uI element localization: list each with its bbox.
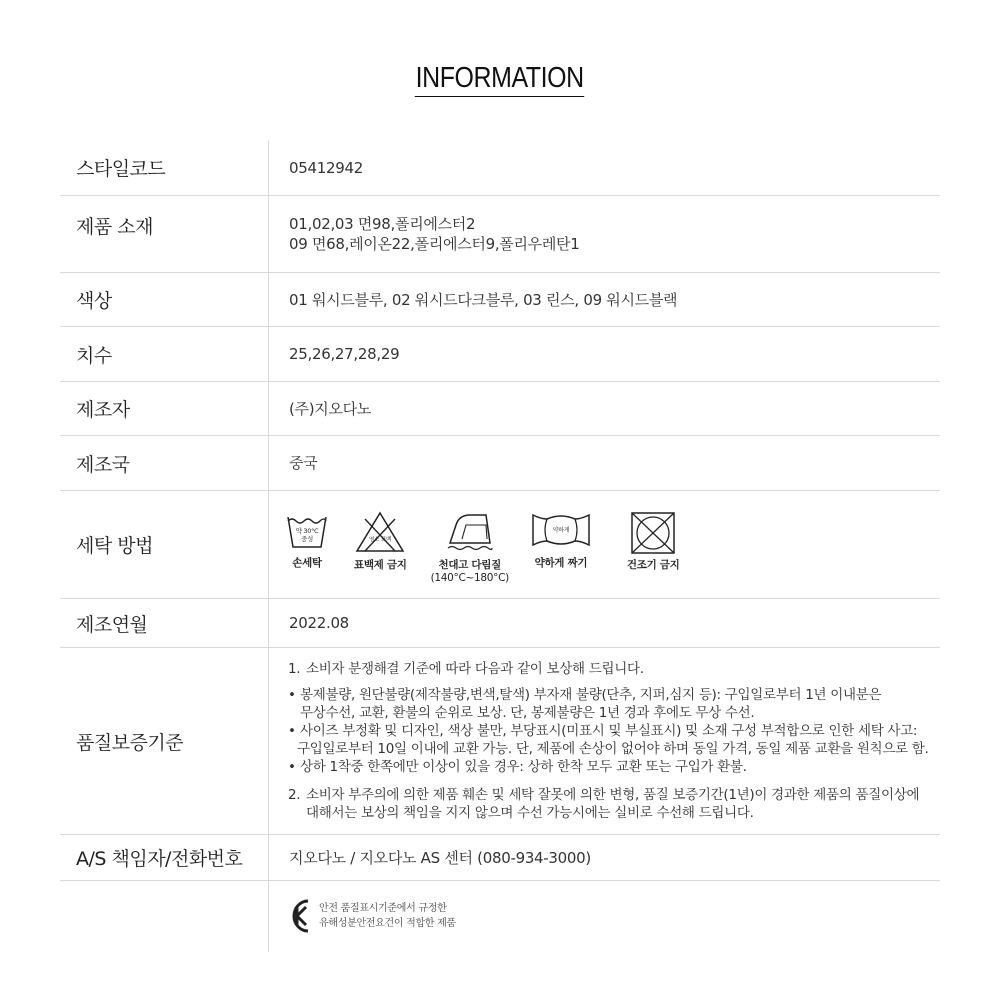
quality-list xyxy=(288,660,940,822)
row-style-code xyxy=(60,140,940,196)
row-value xyxy=(289,196,940,272)
row-label: 스타일코드 xyxy=(76,158,166,180)
row-value xyxy=(289,382,940,435)
kc-mark xyxy=(289,897,940,935)
row-value xyxy=(289,599,940,647)
row-washing xyxy=(60,491,940,599)
quality-item-text: 소비자 분쟁해결 기준에 따라 다음과 같이 보상해 드립니다. xyxy=(306,661,644,677)
quality-bullet-text: 무상수선, 교환, 환불의 순위로 보상. 단, 봉제불량은 1년 경과 후에도 무상 수선. xyxy=(300,705,755,721)
quality-item-number: 2. xyxy=(288,787,301,803)
row-value xyxy=(288,648,940,834)
hand-wash-caption: 손세탁 xyxy=(292,557,322,569)
kc-text-line-2: 유해성분안전요건이 적합한 제품 xyxy=(319,918,456,929)
as-value: 지오다노 / 지오다노 AS 센터 (080-934-3000) xyxy=(289,848,591,867)
manufacturer-value: (주)지오다노 xyxy=(289,399,372,418)
row-label: 제조자 xyxy=(76,399,130,421)
care-icons xyxy=(286,511,940,585)
material-line-1: 01,02,03 면98,폴리에스터2 xyxy=(289,215,476,233)
kc-certification-icon xyxy=(289,897,315,935)
care-icon-no-tumble-dry xyxy=(627,511,680,572)
material-line-2: 09 면68,레이온22,폴리에스터9,폴리우레탄1 xyxy=(289,235,580,253)
iron-caption-temp: (140°C~180°C) xyxy=(430,572,509,584)
quality-bullet-text: 사이즈 부정확 및 디자인, 색상 불만, 부당표시(미표시 및 부실표시) 및 소재 구성 부적합으로 인한 세탁 사고: xyxy=(300,723,918,739)
color-value: 01 워시드블루, 02 워시드다크블루, 03 린스, 09 워시드블랙 xyxy=(289,290,678,309)
row-label: 제품 소재 xyxy=(76,216,153,238)
quality-item-2 xyxy=(288,786,940,822)
care-icon-iron xyxy=(431,511,509,585)
hand-wash-icon xyxy=(286,511,328,551)
row-value xyxy=(289,835,940,880)
quality-bullet-text: 구입일로부터 10일 이내에 교환 가능. 단, 제품에 손상이 없어야 하며 동일 가격, 동일 제품 교환을 원칙으로 함. xyxy=(297,741,929,757)
row-label: 색상 xyxy=(76,290,112,312)
wring-caption: 약하게 짜기 xyxy=(534,557,588,569)
wring-icon xyxy=(531,511,591,549)
quality-bullet-1 xyxy=(288,686,940,722)
info-table xyxy=(60,140,940,951)
row-value xyxy=(286,491,940,598)
row-label: 품질보증기준 xyxy=(76,731,184,754)
row-as xyxy=(60,835,940,881)
bullet-mark: • xyxy=(288,687,296,703)
quality-bullet-text: 상하 1착중 한쪽에만 이상이 있을 경우: 상하 한착 모두 교환 또는 구입가 환불. xyxy=(300,759,747,775)
size-value: 25,26,27,28,29 xyxy=(289,345,400,363)
bullet-mark: • xyxy=(288,759,296,775)
care-icon-no-bleach xyxy=(354,511,407,572)
row-material xyxy=(60,196,940,273)
row-size xyxy=(60,327,940,382)
row-label: 치수 xyxy=(76,344,112,367)
no-bleach-right-text: 표백 xyxy=(381,537,392,543)
no-bleach-icon xyxy=(355,511,405,553)
row-label: 세탁 방법 xyxy=(76,535,153,557)
row-value xyxy=(289,327,940,381)
row-label: 제조연월 xyxy=(76,613,148,636)
quality-item-number: 1. xyxy=(288,661,301,677)
row-label: 제조국 xyxy=(76,453,130,476)
hand-wash-detergent: 중성 xyxy=(301,535,313,543)
date-value: 2022.08 xyxy=(289,614,349,632)
no-bleach-left-text: 염소 xyxy=(369,537,380,543)
kc-text xyxy=(319,901,456,931)
quality-item-text: 대해서는 보상의 책임을 지지 않으며 수선 가능시에는 실비로 수선해 드립니다. xyxy=(306,805,754,821)
iron-icon xyxy=(446,511,494,553)
kc-text-line-1: 안전 품질표시기준에서 규정한 xyxy=(319,903,447,914)
page-title-wrap xyxy=(0,62,1000,97)
row-color xyxy=(60,273,940,327)
row-country xyxy=(60,436,940,491)
care-icon-hand-wash xyxy=(286,511,328,570)
no-bleach-caption: 표백제 금지 xyxy=(354,559,407,571)
row-kc xyxy=(60,881,940,951)
country-value: 중국 xyxy=(289,454,318,472)
row-value xyxy=(289,881,940,951)
row-value xyxy=(289,140,940,195)
hand-wash-temp: 약 30°C xyxy=(295,527,319,535)
iron-caption xyxy=(431,559,509,585)
row-value xyxy=(289,436,940,490)
bullet-mark: • xyxy=(288,723,296,739)
quality-bullet-3 xyxy=(288,758,940,776)
no-tumble-dry-caption: 건조기 금지 xyxy=(626,559,680,571)
row-value xyxy=(289,273,940,326)
style-code-value: 05412942 xyxy=(289,158,363,177)
no-tumble-dry-icon xyxy=(630,511,676,555)
row-date xyxy=(60,599,940,648)
wring-text: 약하게 xyxy=(552,527,570,534)
row-manufacturer xyxy=(60,382,940,436)
row-label: A/S 책임자/전화번호 xyxy=(76,848,243,870)
quality-bullet-2 xyxy=(288,722,940,758)
quality-item-text: 소비자 부주의에 의한 제품 훼손 및 세탁 잘못에 의한 변형, 품질 보증기간(1년)이 경과한 제품의 품질이상에 xyxy=(306,787,920,803)
row-quality xyxy=(60,648,940,835)
quality-bullet-text: 봉제불량, 원단불량(제작불량,변색,탈색) 부자재 불량(단추, 지퍼,심지 등): 구입일로부터 1년 이내분은 xyxy=(300,687,882,703)
page-title: INFORMATION xyxy=(415,62,585,97)
quality-item-1 xyxy=(288,660,940,678)
care-icon-wring xyxy=(531,511,591,570)
iron-caption-main: 천대고 다림질 xyxy=(438,559,501,571)
